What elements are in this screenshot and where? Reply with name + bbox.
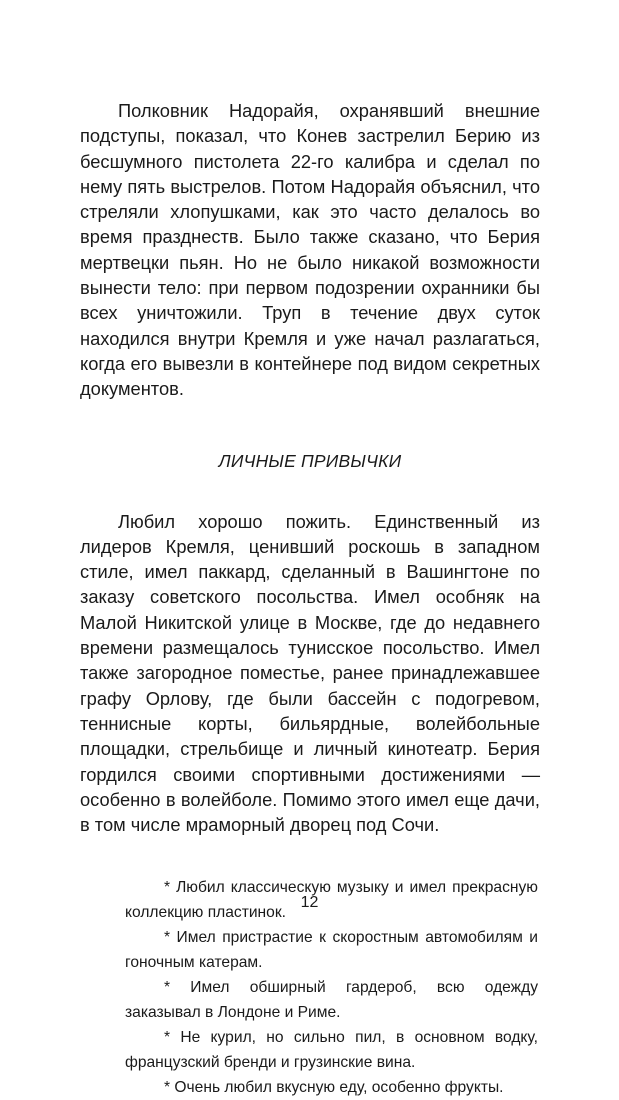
note-item: * Имел пристрастие к скоростным автомобилям и гоночным катерам.	[125, 929, 538, 972]
note-item: * Имел обширный гардероб, всю одежду заказывал в Лондоне и Риме.	[125, 979, 538, 1022]
note-item: * Не курил, но сильно пил, в основном водку, французский бренди и грузинские вина.	[125, 1029, 538, 1072]
section-heading: ЛИЧНЫЕ ПРИВЫЧКИ	[218, 450, 402, 471]
body-paragraph-1: Полковник Надорайя, охранявший внешние подступы, показал, что Конев застрелил Берию из бесшумного пистолета 22-го калибра и сделал по нему пять выстрелов. Потом Надорайя объяснил, что стреляли хлопушками, как это часто делалось во время празднеств. Было также сказано, что Берия мертвецки пьян. Но не было никакой возможности вынести тело: при первом подозрении охранники бы всех уничтожили. Труп в течение двух суток находился внутри Кремля и уже начал разлагаться, когда его вывезли в контейнере под видом секретных документов.	[80, 100, 540, 400]
page-number: 12	[300, 894, 319, 911]
note-item: * Очень любил вкусную еду, особенно фрукты.	[164, 1079, 504, 1097]
body-paragraph-2: Любил хорошо пожить. Единственный из лидеров Кремля, ценивший роскошь в западном стиле, имел паккард, сделанный в Вашингтоне по заказу советского посольства. Имел особняк на Малой Никитской улице в Москве, где до недавнего времени размещалось тунисское посольство. Имел также загородное поместье, ранее принадлежавшее графу Орлову, где были бассейн с подогревом, теннисные корты, бильярдные, волейбольные площадки, стрельбище и личный кинотеатр. Берия гордился своими спортивными достижениями — особенно в волейболе. Помимо этого имел еще дачи, в том числе мраморный дворец под Сочи.	[80, 510, 540, 836]
note-item: * Любил классическую музыку и имел прекрасную коллекцию пластинок.	[125, 879, 538, 922]
page-body	[80, 98, 540, 1100]
